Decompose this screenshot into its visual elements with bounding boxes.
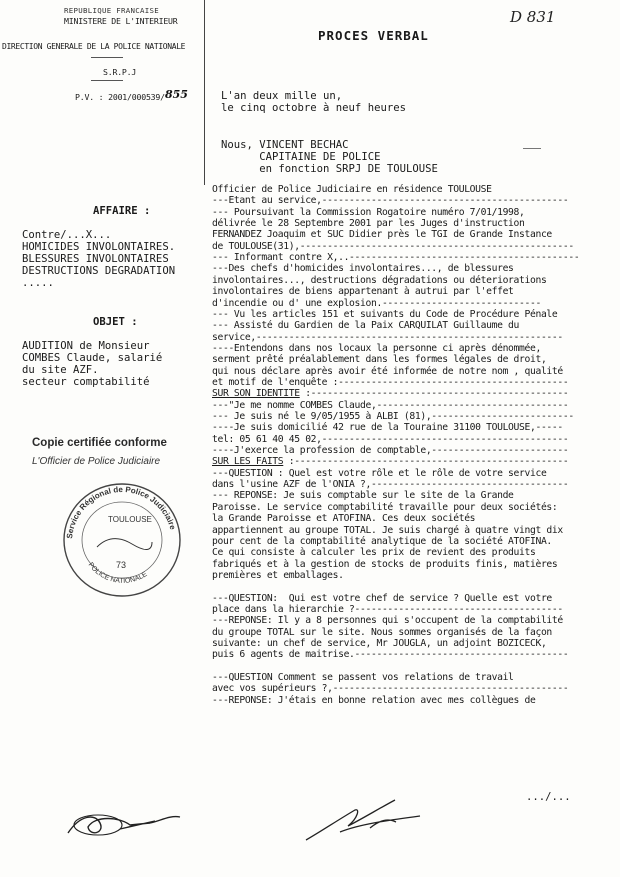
body-line: appartiennent au groupe TOTAL. Je suis chargé à quatre vingt dix	[212, 524, 563, 536]
body-line: --- REPONSE: Je suis comptable sur le site de la Grande	[212, 490, 514, 502]
officer-line-2: CAPITAINE DE POLICE	[221, 151, 381, 163]
body-line: ---Etant au service,---------------------------------------------	[212, 195, 569, 207]
body-line: SUR SON IDENTITE :-----------------------------------------------	[212, 388, 569, 400]
body-line: Ce qui consiste à calculer les prix de revient des produits	[212, 547, 536, 559]
direction-label: DIRECTION GENERALE DE LA POLICE NATIONALE	[2, 42, 186, 51]
service-label: S.R.P.J	[103, 67, 137, 77]
affaire-line: DESTRUCTIONS DEGRADATION	[22, 265, 176, 277]
objet-line: secteur comptabilité	[22, 376, 150, 388]
body-line: la Grande Paroisse et ATOFINA. Ces deux sociétés	[212, 513, 476, 525]
officer-stamp-line: L'Officier de Police Judiciaire	[32, 456, 161, 467]
date-line-1: L'an deux mille un,	[221, 90, 343, 102]
body-line: fabriqués et à la gestion de stocks de produits finis, matières	[212, 558, 558, 570]
body-line: involontaires..., destructions dégradations ou déteriorations	[212, 274, 547, 286]
objet-line: COMBES Claude, salarié	[22, 352, 163, 364]
ministry-label: MINISTERE DE L'INTERIEUR	[64, 16, 178, 26]
body-line: ---"Je me nomme COMBES Claude,-----------------------------------	[212, 399, 569, 411]
body-line: SUR LES FAITS :--------------------------------------------------	[212, 456, 569, 468]
header-divider-2	[91, 80, 123, 81]
body-line: premières et emballages.	[212, 569, 344, 581]
date-line-2: le cinq octobre à neuf heures	[221, 102, 406, 114]
republic-label: REPUBLIQUE FRANCAISE	[64, 6, 159, 15]
certified-copy-stamp: Copie certifiée conforme	[32, 437, 167, 449]
body-line: d'incendie ou d' une explosion.-----------------------------	[212, 297, 541, 309]
body-line: service,--------------------------------------------------------	[212, 331, 563, 343]
signature-mark	[523, 148, 541, 149]
body-line: ---QUESTION Comment se passent vos relations de travail	[212, 672, 514, 684]
body-line: suivante: un chef de service, Mr JOUGLA, un adjoint BOZICECK,	[212, 638, 547, 649]
body-line: --- Poursuivant la Commission Rogatoire numéro 7/01/1998,	[212, 206, 525, 218]
body-line: ----J'exerce la profession de comptable,-------------------------	[212, 445, 569, 457]
officer-line-1: Nous, VINCENT BECHAC	[221, 139, 349, 151]
seal-city: TOULOUSE	[108, 515, 152, 524]
body-line: du groupe TOTAL sur le site. Nous sommes organisés de la façon	[212, 626, 552, 638]
body-line: avec vos supérieurs ?,-------------------------------------------	[212, 683, 569, 695]
police-seal	[52, 472, 192, 602]
affaire-line: HOMICIDES INVOLONTAIRES.	[22, 241, 176, 253]
page-title: PROCES VERBAL	[318, 28, 429, 43]
objet-title: OBJET :	[93, 316, 138, 328]
objet-line: AUDITION de Monsieur	[22, 340, 150, 352]
body-line: pour cent de la comptabilité analytique de la société ATOFINA.	[212, 535, 552, 547]
body-line: --- Je suis né le 9/05/1955 à ALBI (81),--------------------------	[212, 411, 574, 422]
column-divider	[204, 0, 205, 185]
body-line: --- Assisté du Gardien de la Paix CARQUILAT Guillaume du	[212, 320, 520, 332]
body-line: FERNANDEZ Joaquim et SUC Didier près le TGI de Grande Instance	[212, 229, 552, 241]
body-line: --- Vu les articles 151 et suivants du Code de Procédure Pénale	[212, 308, 558, 320]
body-line: Paroisse. Le service comptabilité travaille pour deux sociétés:	[212, 501, 558, 513]
body-line: qui nous déclare après avoir été informée de notre nom , qualité	[212, 365, 563, 377]
body-line: et motif de l'enquête :------------------------------------------	[212, 376, 569, 388]
continuation-mark: .../...	[526, 791, 571, 803]
officer-line-3: en fonction SRPJ DE TOULOUSE	[221, 163, 438, 175]
body-line: Officier de Police Judiciaire en résidence TOULOUSE	[212, 184, 492, 195]
body-line: ---REPONSE: Il y a 8 personnes qui s'occupent de la comptabilité	[212, 615, 563, 627]
seal-bottom-text: POLICE NATIONALE	[86, 561, 149, 585]
pv-number: P.V. : 2001/000539/	[75, 92, 165, 102]
body-line: ---REPONSE: J'étais en bonne relation avec mes collègues de	[212, 694, 536, 706]
signature-right	[300, 790, 440, 850]
affaire-title: AFFAIRE :	[93, 205, 151, 217]
seal-outer-text: Service Régional de Police Judiciaire	[65, 484, 178, 540]
objet-line: du site AZF.	[22, 364, 99, 376]
body-line: dans l'usine AZF de l'ONIA ?,------------------------------------	[212, 479, 569, 491]
body-line: ---QUESTION : Quel est votre rôle et le rôle de votre service	[212, 467, 547, 479]
body-line: puis 6 agents de maitrise.---------------------------------------	[212, 649, 569, 661]
body-line: ----Entendons dans nos locaux la personne ci après dénommée,	[212, 342, 541, 354]
body-line: ---Des chefs d'homicides involontaires..., de blessures	[212, 263, 514, 275]
body-line: délivrée le 28 Septembre 2001 par les Juges d'instruction	[212, 218, 525, 230]
document-reference-handwritten: D 831	[510, 8, 556, 26]
body-line: involontaires de biens appartenant à autrui par l'effet	[212, 286, 514, 298]
body-line: ---QUESTION: Qui est votre chef de service ? Quelle est votre	[212, 592, 552, 604]
header-divider	[91, 57, 123, 58]
seal-number: 73	[116, 560, 127, 570]
body-line: ----Je suis domicilié 42 rue de la Touraine 31100 TOULOUSE,-----	[212, 422, 563, 434]
affaire-line: Contre/...X...	[22, 229, 112, 241]
body-line: serment prêté préalablement dans les formes légales de droit,	[212, 354, 547, 366]
body-line: de TOULOUSE(31),--------------------------------------------------	[212, 240, 574, 252]
signature-left	[60, 795, 190, 845]
body-line: place dans la hierarchie ?--------------------------------------	[212, 603, 563, 615]
body-line: tel: 05 61 40 45 02,---------------------------------------------	[212, 433, 569, 445]
affaire-line: BLESSURES INVOLONTAIRES	[22, 253, 169, 265]
pv-handwritten-number: 855	[165, 88, 188, 101]
affaire-line: .....	[22, 277, 54, 289]
body-line: --- Informant contre X,..------------------------------------------	[212, 252, 580, 264]
